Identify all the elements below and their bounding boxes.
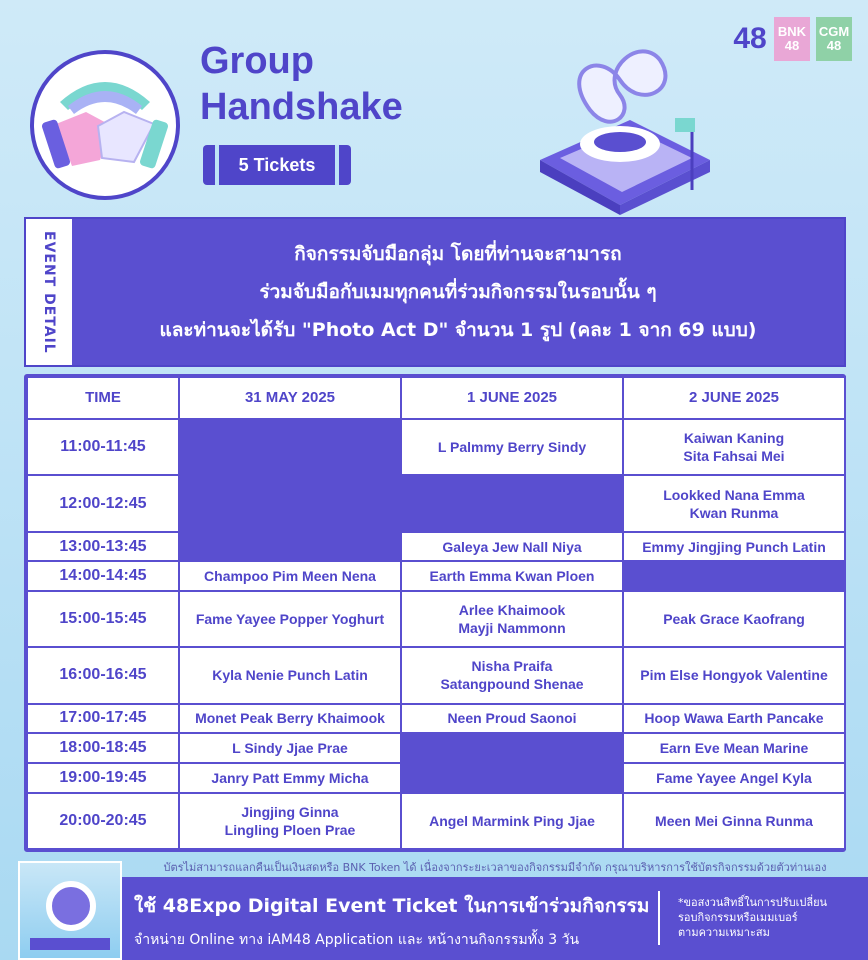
logo-bnk-bottom: 48	[784, 38, 800, 53]
time-cell: 12:00-12:45	[27, 475, 179, 531]
slot-cell: Meen Mei Ginna Runma	[623, 793, 845, 849]
schedule-table	[24, 374, 846, 852]
footer-sub-text: จำหน่าย Online ทาง iAM48 Application และ หน้างานกิจกรรมทั้ง 3 วัน	[134, 932, 580, 948]
refund-note: บัตรไม่สามารถแลกคืนเป็นเงินสดหรือ BNK Token ได้ เนื่องจากระยะเวลาของกิจกรรมมีจำกัด กรุณาบริหารการใช้บัตรกิจกรรมด้วยตัวท่านเอง	[163, 861, 827, 874]
title-line-1: Group	[200, 40, 314, 82]
slot-cell: Lookked Nana Emma Kwan Runma	[623, 475, 845, 531]
slot-cell: Champoo Pim Meen Nena	[179, 561, 401, 591]
header	[0, 0, 868, 215]
handshake-badge	[30, 50, 180, 200]
time-cell: 20:00-20:45	[27, 793, 179, 849]
detail-line-1: กิจกรรมจับมือกลุ่ม โดยที่ท่านจะสามารถ	[294, 243, 622, 265]
footer-disclaimer	[678, 895, 858, 940]
time-cell: 14:00-14:45	[27, 561, 179, 591]
table-row	[27, 591, 845, 647]
time-cell: 11:00-11:45	[27, 419, 179, 475]
expo-building-illustration	[520, 40, 720, 215]
footer-disclaimer-line-2: รอบกิจกรรมหรือเมมเบอร์	[678, 911, 798, 924]
expo-thumbnail-bar	[30, 938, 110, 950]
slot-cell: Arlee Khaimook Mayji Nammonn	[401, 591, 623, 647]
event-detail-label	[26, 219, 72, 365]
logo-cgm-bottom: 48	[826, 38, 842, 53]
slot-cell: Janry Patt Emmy Micha	[179, 763, 401, 793]
slot-cell: Emmy Jingjing Punch Latin	[623, 532, 845, 562]
slot-cell: L Sindy Jjae Prae	[179, 733, 401, 763]
handshake-icon	[42, 62, 168, 188]
slot-cell: Peak Grace Kaofrang	[623, 591, 845, 647]
slot-cell: Earth Emma Kwan Ploen	[401, 561, 623, 591]
slot-cell: Nisha Praifa Satangpound Shenae	[401, 647, 623, 703]
slot-cell: Galeya Jew Nall Niya	[401, 532, 623, 562]
event-detail-label-text: EVENT DETAIL	[41, 230, 57, 354]
footer-banner	[18, 877, 868, 960]
table-row	[27, 532, 845, 562]
empty-slot	[623, 561, 845, 591]
slot-cell: Fame Yayee Popper Yoghurt	[179, 591, 401, 647]
header-day-2: 1 JUNE 2025	[401, 377, 623, 419]
header-time: TIME	[27, 377, 179, 419]
empty-slot	[401, 475, 623, 531]
footer-disclaimer-line-3: ตามความเหมาะสม	[678, 926, 770, 939]
table-row	[27, 561, 845, 591]
time-cell: 16:00-16:45	[27, 647, 179, 703]
event-detail-body	[72, 219, 844, 365]
slot-cell: Hoop Wawa Earth Pancake	[623, 704, 845, 734]
slot-cell: Monet Peak Berry Khaimook	[179, 704, 401, 734]
event-detail-panel	[24, 217, 846, 367]
table-row	[27, 793, 845, 849]
footer-disclaimer-line-1: *ขอสงวนสิทธิ์ในการปรับเปลี่ยน	[678, 896, 828, 909]
ticket-count-badge: 5 Tickets	[203, 145, 351, 185]
logo-cgm48	[816, 17, 852, 61]
logo-bnk-top: BNK	[777, 24, 807, 39]
table-row	[27, 475, 845, 531]
time-cell: 19:00-19:45	[27, 763, 179, 793]
footer-divider	[658, 891, 660, 945]
title-line-2: Handshake	[200, 86, 403, 128]
table-row	[27, 419, 845, 475]
table-header-row	[27, 377, 845, 419]
table-row	[27, 647, 845, 703]
slot-cell: Fame Yayee Angel Kyla	[623, 763, 845, 793]
table-row	[27, 704, 845, 734]
logos	[732, 16, 852, 62]
time-cell: 18:00-18:45	[27, 733, 179, 763]
slot-cell: L Palmmy Berry Sindy	[401, 419, 623, 475]
time-cell: 13:00-13:45	[27, 532, 179, 562]
slot-cell: Neen Proud Saonoi	[401, 704, 623, 734]
expo-thumbnail-logo	[46, 881, 96, 931]
detail-line-3: และท่านจะได้รับ "Photo Act D" จำนวน 1 รูป (คละ 1 จาก 69 แบบ)	[159, 319, 757, 341]
logo-bnk48	[774, 17, 810, 61]
time-cell: 15:00-15:45	[27, 591, 179, 647]
time-cell: 17:00-17:45	[27, 704, 179, 734]
header-day-3: 2 JUNE 2025	[623, 377, 845, 419]
slot-cell: Earn Eve Mean Marine	[623, 733, 845, 763]
slot-cell: Jingjing Ginna Lingling Ploen Prae	[179, 793, 401, 849]
slot-cell: Kyla Nenie Punch Latin	[179, 647, 401, 703]
footer-main-text: ใช้ 48Expo Digital Event Ticket ในการเข้าร่วมกิจกรรม	[134, 895, 650, 917]
detail-line-2: ร่วมจับมือกับเมมทุกคนที่ร่วมกิจกรรมในรอบนั้น ๆ	[259, 281, 657, 303]
table-row	[27, 733, 845, 763]
slot-cell: Angel Marmink Ping Jjae	[401, 793, 623, 849]
logo-cgm-top: CGM	[818, 24, 850, 39]
slot-cell: Pim Else Hongyok Valentine	[623, 647, 845, 703]
page-title	[200, 38, 403, 130]
empty-slot	[179, 419, 401, 561]
header-day-1: 31 MAY 2025	[179, 377, 401, 419]
logo-48: 48	[733, 22, 767, 55]
slot-cell: Kaiwan Kaning Sita Fahsai Mei	[623, 419, 845, 475]
expo-thumbnail	[18, 861, 122, 960]
empty-slot	[401, 733, 623, 792]
